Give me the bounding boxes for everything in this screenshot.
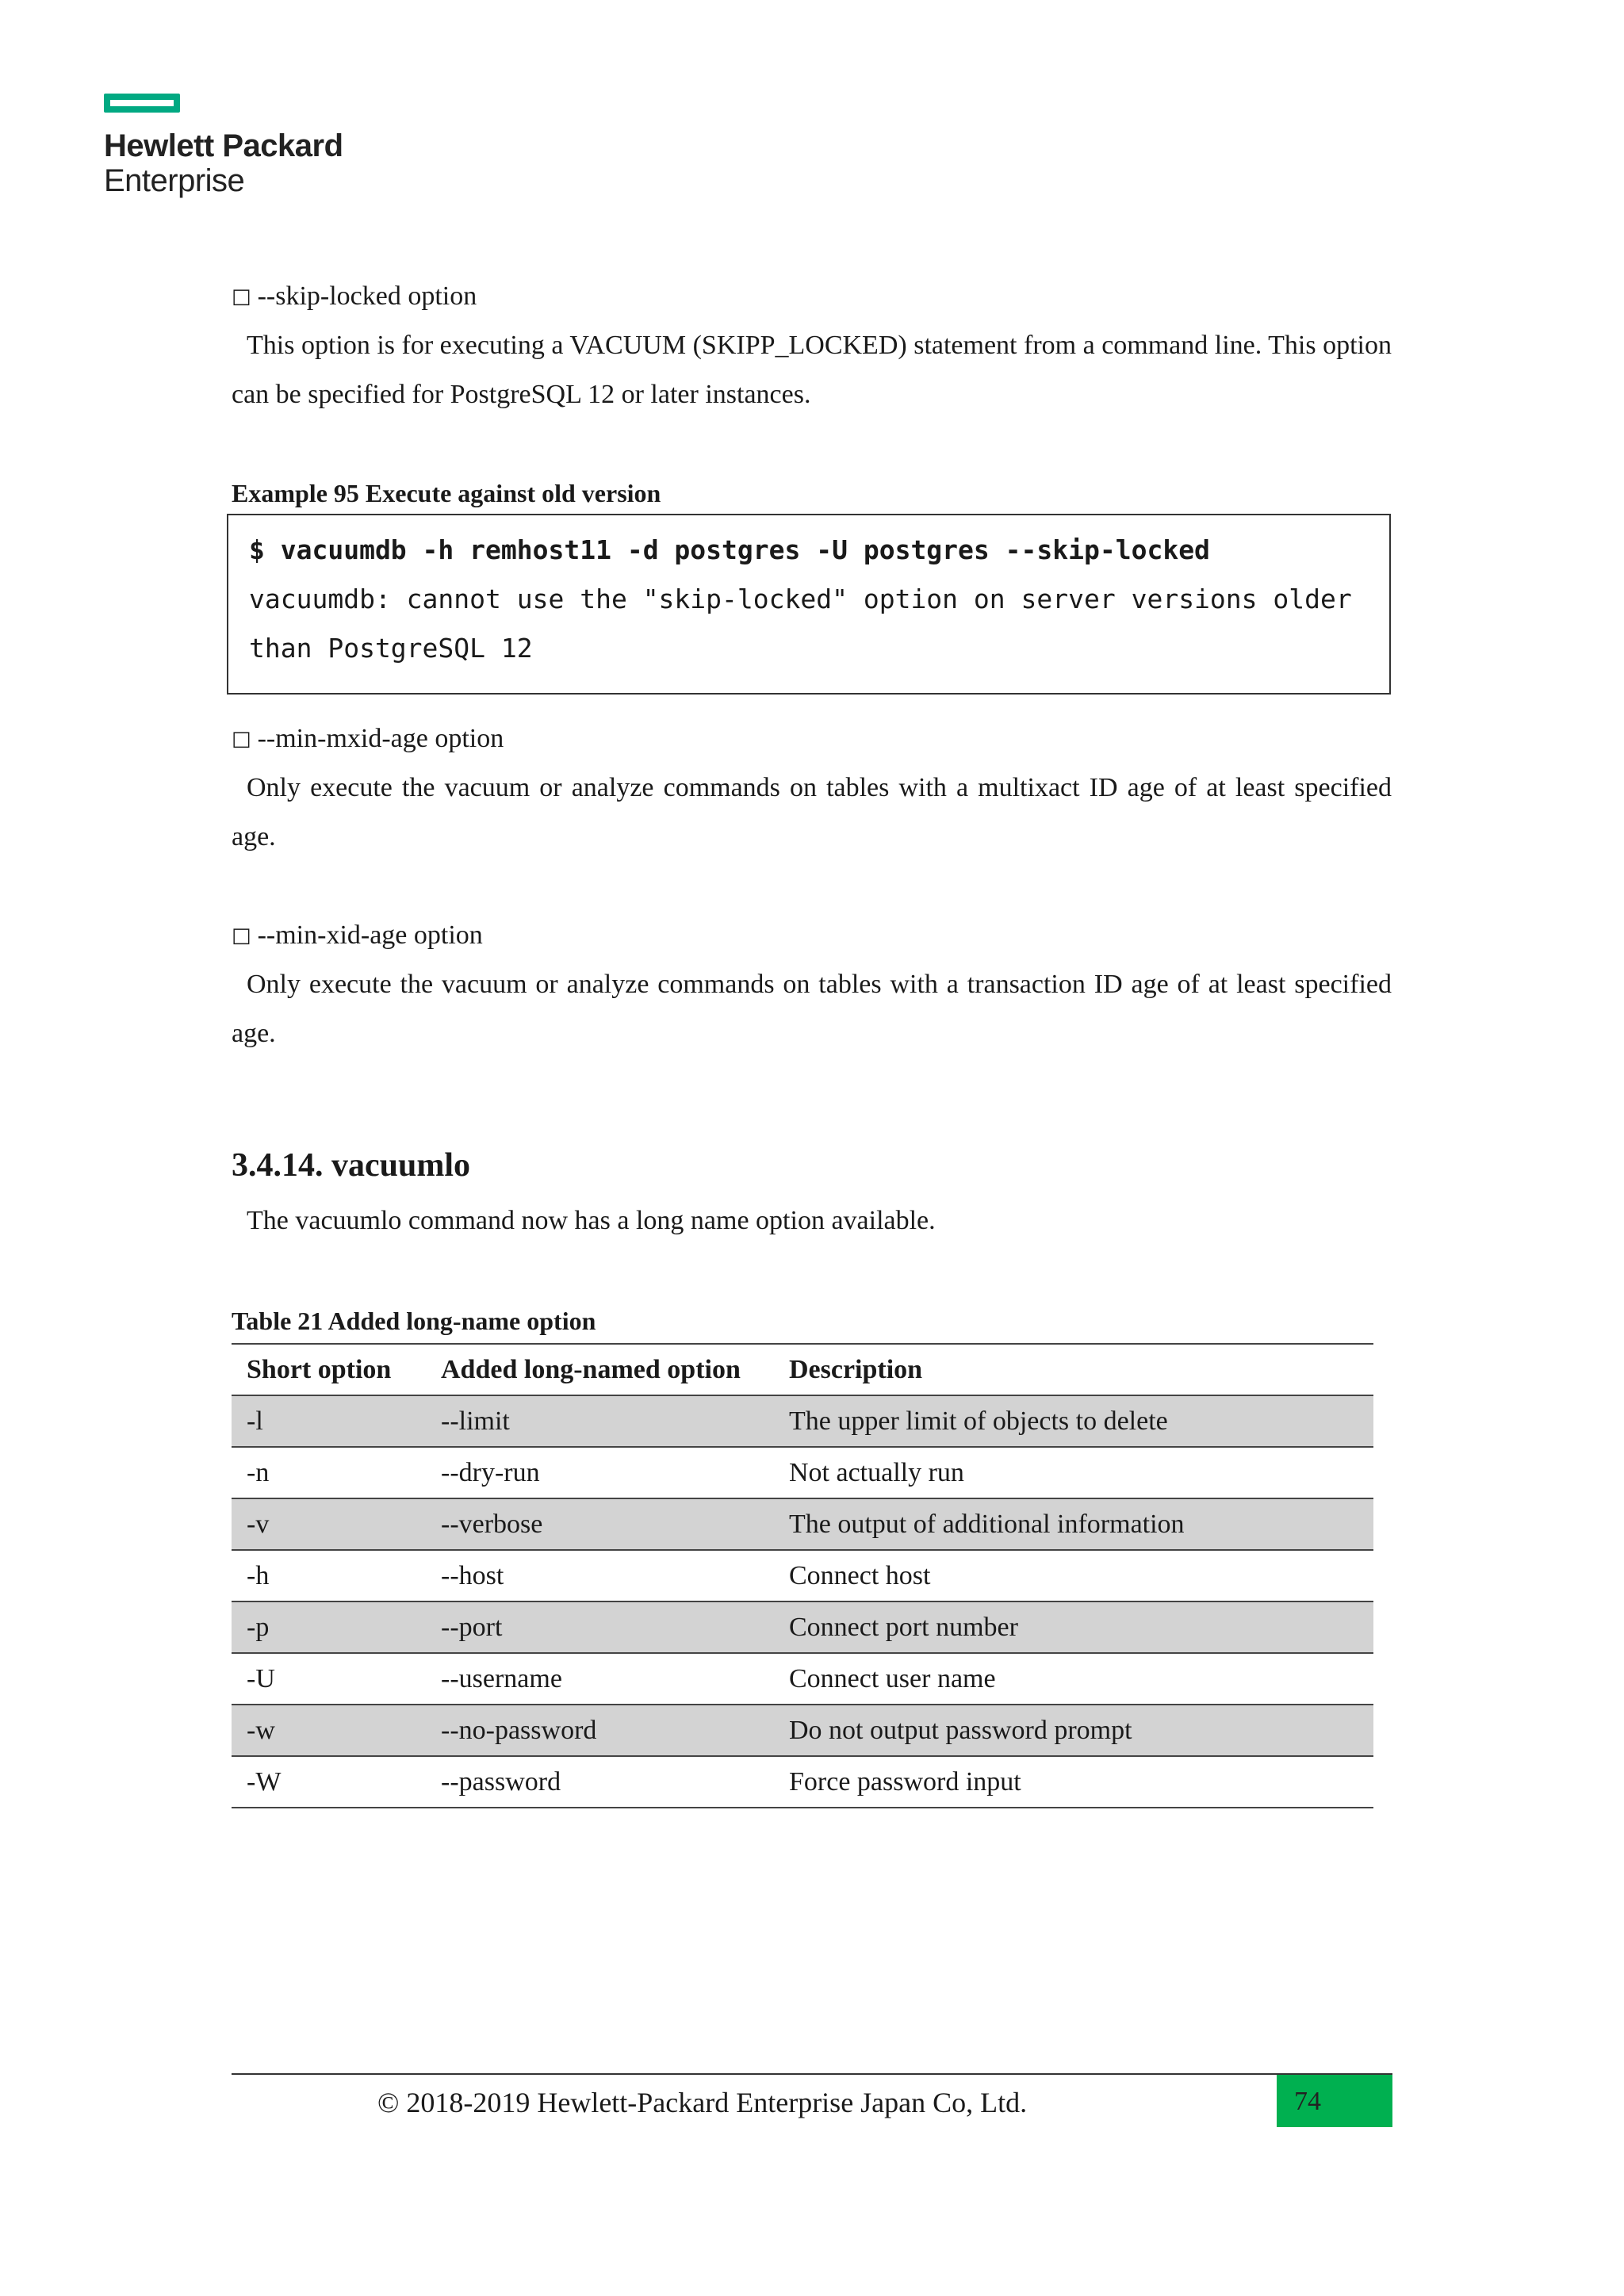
min-xid-age-description: Only execute the vacuum or analyze commands on tables with a transaction ID age of at least specified age. xyxy=(232,970,1392,1048)
table-caption: Table 21 Added long-name option xyxy=(232,1307,596,1335)
table-row xyxy=(232,1705,1373,1756)
short-option-cell: -l xyxy=(247,1406,263,1436)
table-header-row xyxy=(232,1344,1373,1395)
short-option-cell: -U xyxy=(247,1663,275,1693)
min-mxid-age-heading: □ --min-mxid-age option xyxy=(232,724,504,753)
skip-locked-description: This option is for executing a VACUUM (SKIPP_LOCKED) statement from a command line. This option can be specified for PostgreSQL 12 or later instances. xyxy=(232,331,1392,409)
short-option-cell: -v xyxy=(247,1509,270,1539)
header-description: Description xyxy=(789,1354,923,1384)
table-row xyxy=(232,1395,1373,1447)
short-option-cell: -W xyxy=(247,1766,282,1797)
min-xid-age-heading: □ --min-xid-age option xyxy=(232,920,483,950)
min-mxid-age-description: Only execute the vacuum or analyze commands on tables with a multixact ID age of at least specified age. xyxy=(232,773,1392,851)
description-cell: Connect host xyxy=(789,1560,931,1590)
code-command: $ vacuumdb -h remhost11 -d postgres -U postgres --skip-locked xyxy=(249,534,1210,565)
short-option-cell: -p xyxy=(247,1612,270,1642)
description-cell: Connect user name xyxy=(789,1663,996,1693)
skip-locked-heading: □ --skip-locked option xyxy=(232,281,477,311)
example-caption: Example 95 Execute against old version xyxy=(232,479,661,507)
description-cell: Do not output password prompt xyxy=(789,1715,1132,1745)
table-row xyxy=(232,1550,1373,1601)
option-marker-icon: □ xyxy=(232,924,251,947)
code-block xyxy=(227,514,1391,695)
long-option-cell: --verbose xyxy=(441,1509,543,1539)
long-option-cell: --no-password xyxy=(441,1715,597,1745)
hpe-logo xyxy=(104,94,343,198)
long-option-cell: --password xyxy=(441,1766,561,1797)
long-option-cell: --host xyxy=(441,1560,504,1590)
table-row xyxy=(232,1498,1373,1550)
header-long-option: Added long-named option xyxy=(441,1354,741,1384)
logo-line-2: Enterprise xyxy=(104,163,245,198)
table-row xyxy=(232,1447,1373,1498)
description-cell: Connect port number xyxy=(789,1612,1018,1642)
long-option-cell: --port xyxy=(441,1612,503,1642)
description-cell: The output of additional information xyxy=(789,1509,1185,1539)
short-option-cell: -n xyxy=(247,1457,270,1487)
table-row xyxy=(232,1601,1373,1653)
long-option-table xyxy=(232,1343,1373,1808)
short-option-cell: -w xyxy=(247,1715,275,1745)
description-cell: Not actually run xyxy=(789,1457,964,1487)
long-option-cell: --dry-run xyxy=(441,1457,540,1487)
logo-line-1: Hewlett Packard xyxy=(104,128,343,163)
page-number-box xyxy=(1277,2075,1392,2127)
long-option-cell: --username xyxy=(441,1663,562,1693)
footer-copyright: © 2018-2019 Hewlett-Packard Enterprise Japan Co, Ltd. xyxy=(377,2087,1028,2118)
code-output-line-2: than PostgreSQL 12 xyxy=(249,633,533,664)
code-output-line-1: vacuumdb: cannot use the "skip-locked" option on server versions older xyxy=(249,584,1352,614)
section-heading: 3.4.14. vacuumlo xyxy=(232,1147,471,1184)
table-row xyxy=(232,1756,1373,1808)
short-option-cell: -h xyxy=(247,1560,270,1590)
section-intro: The vacuumlo command now has a long name option available. xyxy=(247,1206,936,1235)
table-row xyxy=(232,1653,1373,1705)
footer-divider xyxy=(232,2073,1392,2075)
description-cell: Force password input xyxy=(789,1766,1021,1797)
description-cell: The upper limit of objects to delete xyxy=(789,1406,1168,1436)
header-short-option: Short option xyxy=(247,1354,392,1384)
long-option-cell: --limit xyxy=(441,1406,510,1436)
option-marker-icon: □ xyxy=(232,727,251,751)
logo-bar-icon xyxy=(104,94,180,113)
option-marker-icon: □ xyxy=(232,285,251,308)
page-number: 74 xyxy=(1294,2087,1321,2116)
